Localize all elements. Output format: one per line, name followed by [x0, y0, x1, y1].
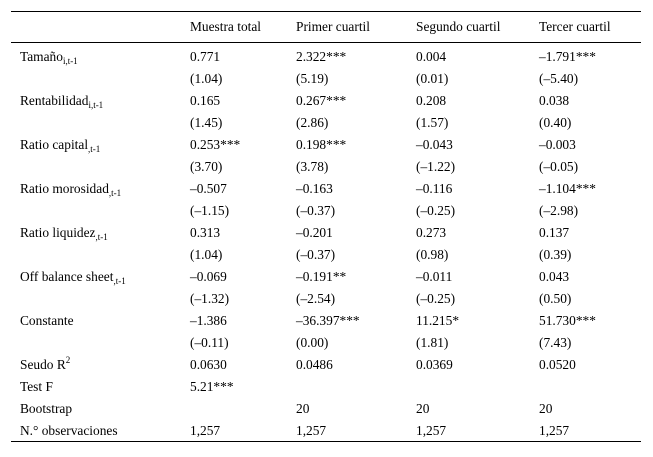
row-label: N.° observaciones	[20, 422, 118, 438]
row-label: Test F	[20, 378, 53, 394]
table-cell: 11.215*	[416, 312, 460, 328]
row-label-cell	[11, 266, 190, 288]
table-cell: –1.386	[190, 312, 227, 328]
table-cell: 2.322***	[296, 49, 347, 65]
row-label-subscript: ,t-1	[113, 275, 126, 286]
table-cell: (5.19)	[296, 70, 329, 86]
table-cell: (7.43)	[539, 334, 572, 350]
table-row	[11, 178, 641, 200]
table-cell: 0.771	[190, 49, 221, 65]
table-cell: 0.198***	[296, 136, 347, 152]
table-cell: –1.104***	[539, 180, 596, 196]
table-cell: (0.50)	[539, 290, 572, 306]
table-cell: 51.730***	[539, 312, 596, 328]
row-label: Ratio morosidad	[20, 180, 109, 196]
table-cell: (0.39)	[539, 246, 572, 262]
table-cell: 1,257	[296, 420, 416, 442]
table-cell: 0.137	[539, 224, 570, 240]
table-cell: (–0.05)	[539, 158, 579, 174]
row-label-cell	[11, 222, 190, 244]
row-label-cell	[11, 310, 190, 332]
row-label-subscript: i,t-1	[88, 99, 104, 110]
header-cell-segundo-cuartil: Segundo cuartil	[416, 12, 539, 43]
table-cell: 0.273	[416, 224, 447, 240]
row-label: Rentabilidad	[20, 92, 89, 108]
table-cell: 0.208	[416, 92, 447, 108]
row-label: Off balance sheet	[20, 268, 114, 284]
row-label-cell	[11, 376, 190, 398]
table-cell: 0.267***	[296, 92, 347, 108]
table-cell: (–0.37)	[296, 246, 336, 262]
row-label-cell	[11, 332, 190, 354]
table-cell: (–0.11)	[190, 334, 229, 350]
table-cell: –0.191**	[296, 268, 347, 284]
table-cell	[416, 376, 539, 398]
table-cell: –36.397***	[296, 312, 360, 328]
table-cell: (0.98)	[416, 246, 449, 262]
row-label-cell	[11, 90, 190, 112]
table-cell: (–2.54)	[296, 290, 336, 306]
table-cell: 0.165	[190, 92, 221, 108]
table-cell: (0.01)	[416, 70, 449, 86]
row-label-cell	[11, 112, 190, 134]
table-body	[11, 43, 641, 442]
table-row	[11, 156, 641, 178]
row-label-subscript: i,t-1	[62, 56, 78, 67]
table-cell: 0.0369	[416, 356, 453, 372]
header-cell-tercer-cuartil: Tercer cuartil	[539, 12, 641, 43]
table-row	[11, 90, 641, 112]
table-cell: (–1.32)	[190, 290, 230, 306]
table-cell: –0.003	[539, 136, 576, 152]
table-row	[11, 68, 641, 90]
table-cell: 5.21***	[190, 378, 234, 394]
table-cell: 1,257	[416, 420, 539, 442]
header-row	[11, 12, 641, 43]
table-cell: (–1.15)	[190, 202, 230, 218]
row-label-subscript: ,t-1	[88, 143, 101, 154]
table-cell: 20	[296, 400, 310, 416]
table-row	[11, 43, 641, 68]
table-row	[11, 310, 641, 332]
table-row	[11, 112, 641, 134]
header-cell-variable	[11, 12, 190, 43]
table-cell	[296, 376, 416, 398]
row-label: Ratio capital	[20, 136, 89, 152]
table-cell: (–5.40)	[539, 70, 579, 86]
row-label-superscript: 2	[65, 354, 71, 365]
table-cell: (0.00)	[296, 334, 329, 350]
row-label-cell	[11, 200, 190, 222]
table-cell: 20	[539, 400, 553, 416]
table-cell: –1.791***	[539, 49, 596, 65]
row-label-cell	[11, 178, 190, 200]
row-label: Ratio liquidez	[20, 224, 96, 240]
row-label-cell	[11, 354, 190, 376]
table-cell: (–0.37)	[296, 202, 336, 218]
table-row	[11, 332, 641, 354]
row-label-cell	[11, 156, 190, 178]
table-cell: (1.04)	[190, 70, 223, 86]
table-cell: (–1.22)	[416, 158, 456, 174]
table-cell: –0.011	[416, 268, 453, 284]
table-row	[11, 134, 641, 156]
table-cell: –0.043	[416, 136, 453, 152]
table-row	[11, 244, 641, 266]
table-cell: (–0.25)	[416, 290, 456, 306]
row-label-cell	[11, 244, 190, 266]
table-row	[11, 288, 641, 310]
table-row	[11, 266, 641, 288]
table-cell: 0.253***	[190, 136, 241, 152]
header-cell-primer-cuartil: Primer cuartil	[296, 12, 416, 43]
table-cell: (3.78)	[296, 158, 329, 174]
table-row	[11, 376, 641, 398]
table-row	[11, 222, 641, 244]
row-label-cell	[11, 43, 190, 68]
row-label: Seudo R	[20, 356, 66, 372]
row-label-cell	[11, 420, 190, 442]
table-cell: 0.0486	[296, 356, 333, 372]
table-row	[11, 420, 641, 442]
row-label: Tamaño	[20, 49, 63, 65]
table-cell: 20	[416, 400, 430, 416]
row-label-cell	[11, 288, 190, 310]
table-cell: –0.201	[296, 224, 333, 240]
table-cell: 1,257	[539, 420, 641, 442]
table-cell: 0.043	[539, 268, 570, 284]
table-cell: 0.0520	[539, 356, 576, 372]
table-cell: –0.116	[416, 180, 453, 196]
table-cell: 0.0630	[190, 356, 227, 372]
row-label: Bootstrap	[20, 400, 73, 416]
row-label-subscript: ,t-1	[95, 231, 108, 242]
table-row	[11, 354, 641, 376]
table-cell: (1.81)	[416, 334, 449, 350]
table-cell: –0.069	[190, 268, 227, 284]
table-cell: (–2.98)	[539, 202, 579, 218]
table-cell: (1.45)	[190, 114, 223, 130]
table-cell: (2.86)	[296, 114, 329, 130]
row-label-subscript: ,t-1	[108, 187, 122, 198]
header-cell-muestra-total: Muestra total	[190, 12, 296, 43]
table-cell	[190, 398, 296, 420]
table-cell: 1,257	[190, 420, 296, 442]
table-row	[11, 398, 641, 420]
table-cell: (1.04)	[190, 246, 223, 262]
regression-results-table	[11, 11, 641, 442]
table-row	[11, 200, 641, 222]
table-cell: (0.40)	[539, 114, 572, 130]
table-cell: –0.163	[296, 180, 333, 196]
table-cell: –0.507	[190, 180, 227, 196]
table-cell: (3.70)	[190, 158, 223, 174]
table-cell	[539, 376, 641, 398]
row-label-cell	[11, 398, 190, 420]
table-cell: 0.004	[416, 49, 447, 65]
table-cell: 0.313	[190, 224, 221, 240]
table-header	[11, 12, 641, 43]
table-cell: (–0.25)	[416, 202, 456, 218]
table-cell: 0.038	[539, 92, 570, 108]
row-label-cell	[11, 68, 190, 90]
row-label-cell	[11, 134, 190, 156]
row-label: Constante	[20, 312, 74, 328]
table-cell: (1.57)	[416, 114, 449, 130]
